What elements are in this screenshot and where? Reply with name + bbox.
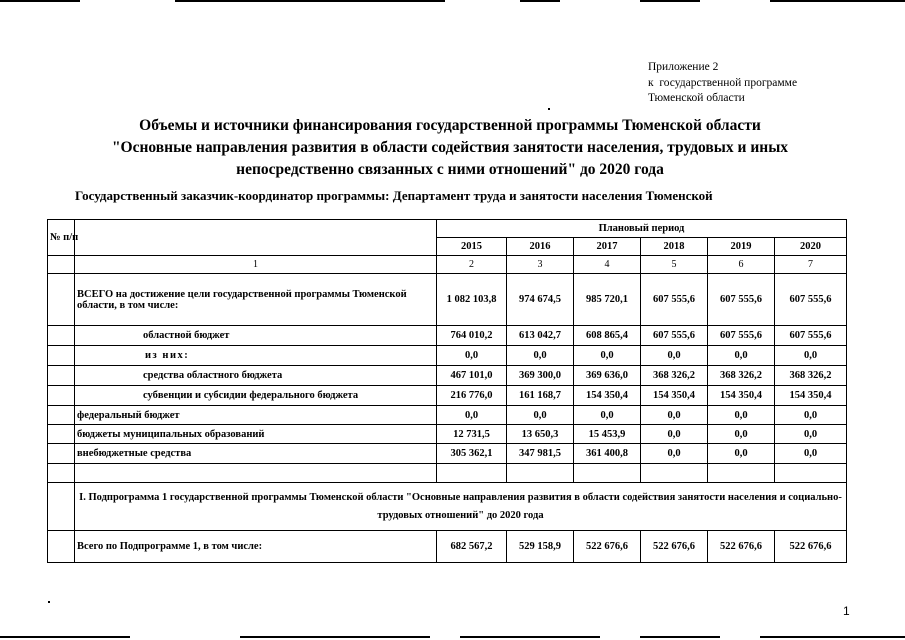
appendix-line: Тюменской области xyxy=(648,92,745,104)
col-number-blank xyxy=(48,256,75,274)
scan-line-top-2 xyxy=(175,0,445,2)
document-title xyxy=(40,115,860,181)
row-num xyxy=(48,366,75,386)
row-num xyxy=(48,425,75,444)
scan-line-bottom-1 xyxy=(0,636,130,638)
row-value: 368 326,2 xyxy=(708,366,775,386)
row-value: 1 082 103,8 xyxy=(437,274,507,326)
row-value: 15 453,9 xyxy=(574,425,641,444)
row-value: 0,0 xyxy=(708,406,775,425)
row-value: 0,0 xyxy=(775,425,847,444)
row-value: 529 158,9 xyxy=(507,531,574,563)
row-value: 764 010,2 xyxy=(437,326,507,346)
row-num xyxy=(48,444,75,464)
row-value: 0,0 xyxy=(708,444,775,464)
col-number: 7 xyxy=(775,256,847,274)
row-num xyxy=(48,346,75,366)
scan-line-top-1 xyxy=(0,0,80,2)
scan-line-bottom-3 xyxy=(460,636,600,638)
row-value: 607 555,6 xyxy=(775,274,847,326)
row-value: 154 350,4 xyxy=(641,386,708,406)
row-value: 12 731,5 xyxy=(437,425,507,444)
row-value: 607 555,6 xyxy=(641,326,708,346)
table-row xyxy=(48,406,847,425)
row-label: бюджеты муниципальных образований xyxy=(75,425,437,444)
appendix-note xyxy=(648,60,797,107)
title-line: "Основные направления развития в области содействия занятости населения, трудовых и иных xyxy=(111,139,789,156)
col-number: 5 xyxy=(641,256,708,274)
row-value: 368 326,2 xyxy=(775,366,847,386)
header-year: 2018 xyxy=(641,238,708,256)
row-value: 0,0 xyxy=(641,406,708,425)
row-value: 613 042,7 xyxy=(507,326,574,346)
row-value: 522 676,6 xyxy=(641,531,708,563)
row-value: 607 555,6 xyxy=(775,326,847,346)
table-row xyxy=(48,386,847,406)
row-value: 522 676,6 xyxy=(708,531,775,563)
page-number: 1 xyxy=(843,604,850,618)
table-row xyxy=(48,326,847,346)
row-value: 0,0 xyxy=(708,346,775,366)
row-value: 0,0 xyxy=(775,444,847,464)
row-label: из них: xyxy=(75,346,437,366)
row-value: 607 555,6 xyxy=(708,274,775,326)
scan-line-top-4 xyxy=(640,0,700,2)
row-value: 974 674,5 xyxy=(507,274,574,326)
subprogram-title: I. Подпрограмма 1 государственной программы Тюменской области "Основные направления развития в области содействия занятости населения и социально-трудовых отношений" до 2020 года xyxy=(75,483,847,531)
scan-line-bottom-5 xyxy=(760,636,905,638)
row-num xyxy=(48,386,75,406)
header-year: 2017 xyxy=(574,238,641,256)
row-value: 216 776,0 xyxy=(437,386,507,406)
row-value: 154 350,4 xyxy=(708,386,775,406)
row-value: 608 865,4 xyxy=(574,326,641,346)
row-label: ВСЕГО на достижение цели государственной программы Тюменской области, в том числе: xyxy=(75,274,437,326)
row-value: 369 636,0 xyxy=(574,366,641,386)
subprogram-row xyxy=(48,483,847,531)
row-value: 522 676,6 xyxy=(775,531,847,563)
scan-line-top-3 xyxy=(520,0,560,2)
row-value: 682 567,2 xyxy=(437,531,507,563)
row-value: 607 555,6 xyxy=(641,274,708,326)
row-value: 522 676,6 xyxy=(574,531,641,563)
header-planned-period: Плановый период xyxy=(437,220,847,238)
row-value: 369 300,0 xyxy=(507,366,574,386)
col-number: 6 xyxy=(708,256,775,274)
scan-dot xyxy=(48,601,50,603)
row-value: 305 362,1 xyxy=(437,444,507,464)
row-num xyxy=(48,326,75,346)
row-value: 154 350,4 xyxy=(775,386,847,406)
table-row xyxy=(48,366,847,386)
title-line: непосредственно связанных с ними отношений" до 2020 года xyxy=(236,161,664,178)
row-value: 0,0 xyxy=(641,425,708,444)
col-number: 2 xyxy=(437,256,507,274)
scan-dot xyxy=(548,108,550,110)
row-value: 607 555,6 xyxy=(708,326,775,346)
scan-line-top-5 xyxy=(770,0,905,2)
appendix-line: Приложение 2 xyxy=(648,61,719,73)
financing-table xyxy=(47,219,847,563)
table-row xyxy=(48,425,847,444)
row-label: субвенции и субсидии федерального бюджета xyxy=(75,386,437,406)
row-value: 0,0 xyxy=(437,406,507,425)
row-label: областной бюджет xyxy=(75,326,437,346)
row-value: 0,0 xyxy=(574,406,641,425)
scan-line-bottom-2 xyxy=(240,636,430,638)
col-number: 3 xyxy=(507,256,574,274)
row-value: 0,0 xyxy=(437,346,507,366)
row-value: 467 101,0 xyxy=(437,366,507,386)
row-num xyxy=(48,406,75,425)
row-value: 985 720,1 xyxy=(574,274,641,326)
row-value: 347 981,5 xyxy=(507,444,574,464)
row-value: 0,0 xyxy=(708,425,775,444)
customer-line: Государственный заказчик-координатор программы: Департамент труда и занятости населения Тюменской xyxy=(75,188,713,203)
header-year: 2015 xyxy=(437,238,507,256)
row-value: 361 400,8 xyxy=(574,444,641,464)
row-value: 368 326,2 xyxy=(641,366,708,386)
row-value: 0,0 xyxy=(574,346,641,366)
row-value: 161 168,7 xyxy=(507,386,574,406)
table-row-empty xyxy=(48,464,847,483)
header-year: 2016 xyxy=(507,238,574,256)
row-label: Всего по Подпрограмме 1, в том числе: xyxy=(75,531,437,563)
header-blank xyxy=(75,220,437,256)
col-number: 4 xyxy=(574,256,641,274)
row-num xyxy=(48,531,75,563)
scan-line-bottom-4 xyxy=(640,636,720,638)
table-row xyxy=(48,274,847,326)
row-label: средства областного бюджета xyxy=(75,366,437,386)
row-value: 0,0 xyxy=(641,346,708,366)
row-value: 0,0 xyxy=(775,346,847,366)
row-value: 154 350,4 xyxy=(574,386,641,406)
row-value: 0,0 xyxy=(507,406,574,425)
row-value: 0,0 xyxy=(641,444,708,464)
row-num xyxy=(48,274,75,326)
row-label: внебюджетные средства xyxy=(75,444,437,464)
row-value: 13 650,3 xyxy=(507,425,574,444)
table-row xyxy=(48,346,847,366)
col-number: 1 xyxy=(75,256,437,274)
table-row xyxy=(48,531,847,563)
header-year: 2020 xyxy=(775,238,847,256)
title-line: Объемы и источники финансирования государственной программы Тюменской области xyxy=(139,117,761,134)
row-num xyxy=(48,483,75,531)
row-value: 0,0 xyxy=(507,346,574,366)
row-label: федеральный бюджет xyxy=(75,406,437,425)
table-row xyxy=(48,444,847,464)
header-num: № п/п xyxy=(48,220,75,256)
header-year: 2019 xyxy=(708,238,775,256)
row-value: 0,0 xyxy=(775,406,847,425)
appendix-line: к государственной программе xyxy=(648,76,798,89)
